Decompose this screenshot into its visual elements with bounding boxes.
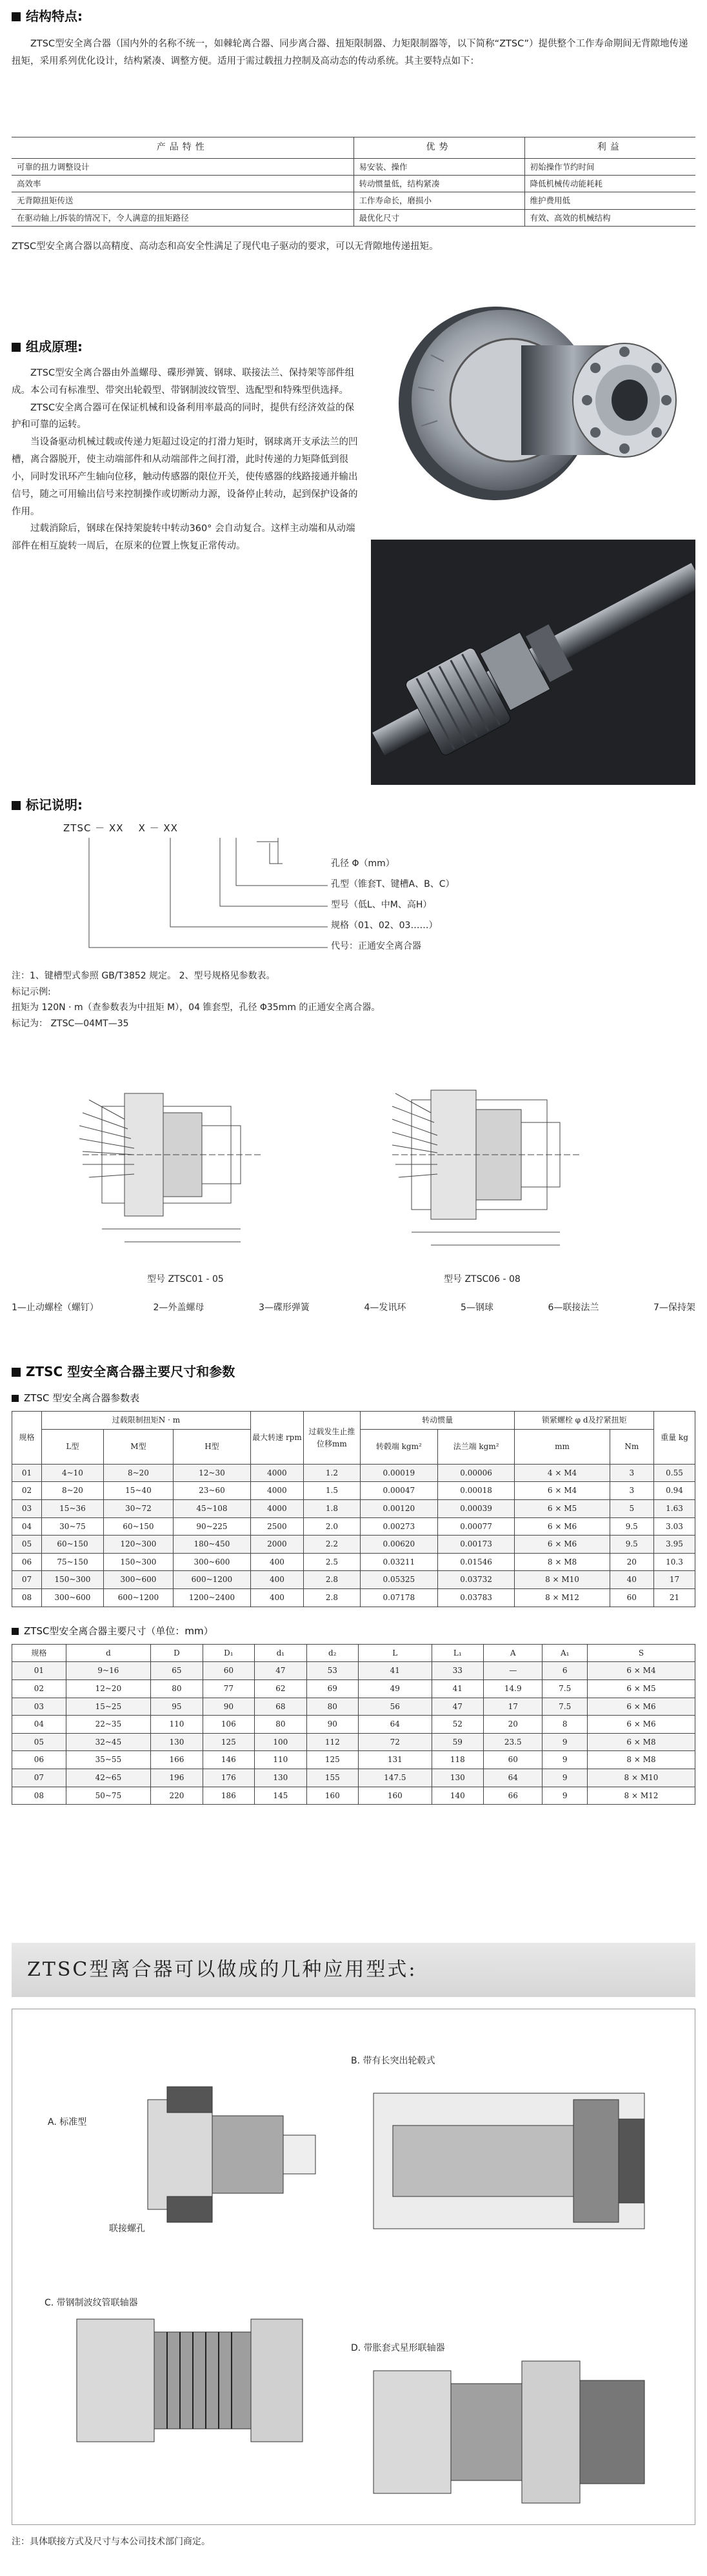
table-cell: 08 (12, 1787, 66, 1805)
table-row (12, 1553, 695, 1571)
legend-item: 3—碟形弹簧 (259, 1303, 310, 1313)
bullet-square-icon (12, 343, 21, 352)
table-cell: 4~10 (42, 1464, 104, 1482)
table-cell: 3 (610, 1464, 653, 1482)
table-cell: 21 (654, 1589, 695, 1607)
table-cell: 300~600 (42, 1589, 104, 1607)
table-cell: 6 × M8 (587, 1733, 695, 1751)
table-cell: 8 × M8 (515, 1553, 610, 1571)
table-cell: 53 (306, 1662, 358, 1680)
table-cell: 65 (151, 1662, 203, 1680)
drawings-block (12, 1074, 695, 1345)
table-cell: 5 (610, 1500, 653, 1518)
table-cell: 47 (432, 1698, 483, 1716)
table-cell: 20 (610, 1553, 653, 1571)
table-cell: 2000 (250, 1536, 303, 1554)
dimensions-table (12, 1644, 695, 1805)
table-cell: 110 (151, 1716, 203, 1734)
table-cell: 8~20 (42, 1482, 104, 1500)
table-row (12, 1517, 695, 1536)
drawing-ztsc06-08 (392, 1090, 579, 1245)
application-c-drawing (77, 2319, 303, 2442)
table-cell: 06 (12, 1553, 42, 1571)
sub-title-dimensions: ZTSC型安全离合器主要尺寸（单位：mm） (12, 1624, 695, 1639)
table-cell: 易安装、操作 (354, 158, 524, 175)
table-cell: 40 (610, 1571, 653, 1589)
table-cell: 68 (255, 1698, 306, 1716)
table-cell: 维护费用低 (524, 192, 695, 209)
table-cell: 186 (203, 1787, 254, 1805)
table-cell: 9 (543, 1787, 587, 1805)
table-cell: 1200~2400 (173, 1589, 250, 1607)
table-cell: 1.5 (303, 1482, 360, 1500)
table-cell: 23.5 (484, 1733, 543, 1751)
application-d-drawing (373, 2361, 644, 2503)
table-cell: — (484, 1662, 543, 1680)
table-cell: 64 (359, 1716, 432, 1734)
section-applications (12, 1943, 695, 2562)
table-cell: 0.00077 (437, 1517, 515, 1536)
table-row (12, 1716, 695, 1734)
table-cell: 6 × M6 (587, 1698, 695, 1716)
table-cell: 10.3 (654, 1553, 695, 1571)
table-cell: 41 (432, 1680, 483, 1698)
table-cell: 0.94 (654, 1482, 695, 1500)
table-cell: 125 (203, 1733, 254, 1751)
table-header: L₁ (432, 1644, 483, 1662)
table-cell: 49 (359, 1680, 432, 1698)
table-cell: 130 (432, 1769, 483, 1787)
table-cell: 12~30 (173, 1464, 250, 1482)
table-cell: 66 (484, 1787, 543, 1805)
table-cell: 400 (250, 1571, 303, 1589)
table-cell: 3.95 (654, 1536, 695, 1554)
section-title-marking: 标记说明: (12, 795, 83, 815)
table-cell: 9 (543, 1769, 587, 1787)
table-row (12, 158, 695, 175)
table-cell: 130 (255, 1769, 306, 1787)
table-cell: 4000 (250, 1482, 303, 1500)
table-cell: 41 (359, 1662, 432, 1680)
table-cell: 8 × M12 (587, 1787, 695, 1805)
table-row (12, 1787, 695, 1805)
table-cell: 1.63 (654, 1500, 695, 1518)
table-cell: 0.07178 (360, 1589, 437, 1607)
table-cell: 0.00019 (360, 1464, 437, 1482)
table-header: A (484, 1644, 543, 1662)
table-cell: 2.0 (303, 1517, 360, 1536)
table-row (12, 176, 695, 192)
table-cell: 1.8 (303, 1500, 360, 1518)
feature-note: ZTSC型安全离合器以高精度、高动态和高安全性满足了现代电子驱动的要求，可以无背隙地传递扭矩。 (12, 241, 439, 252)
table-row (12, 1571, 695, 1589)
principle-paragraph: 过载消除后，钢球在保持架旋转中转动360° 会自动复合。这样主动端和从动端部件在相互旋转一周后，在原来的位置上恢复正常传动。 (12, 523, 355, 552)
table-cell: 52 (432, 1716, 483, 1734)
table-cell: 150~300 (42, 1571, 104, 1589)
clutch-photo-bottom (371, 540, 695, 785)
col-benefit: 利益 (524, 137, 695, 159)
table-cell: 6 × M5 (587, 1680, 695, 1698)
table-cell: 140 (432, 1787, 483, 1805)
table-cell: 降低机械传动能耗耗 (524, 176, 695, 192)
table-cell: 90 (203, 1698, 254, 1716)
table-cell: 60~150 (42, 1536, 104, 1554)
table-cell: 160 (359, 1787, 432, 1805)
table-cell: 131 (359, 1751, 432, 1769)
table-cell: 125 (306, 1751, 358, 1769)
table-cell: 可靠的扭力调整设计 (12, 158, 354, 175)
table-cell: 6 × M6 (515, 1536, 610, 1554)
table-cell: 6 × M6 (587, 1716, 695, 1734)
table-cell: 95 (151, 1698, 203, 1716)
table-cell: 0.03783 (437, 1589, 515, 1607)
table-cell: 146 (203, 1751, 254, 1769)
bullet-square-icon (12, 1628, 19, 1635)
table-cell: 150~300 (103, 1553, 173, 1571)
table-cell: 8 × M10 (587, 1769, 695, 1787)
table-cell: 17 (484, 1698, 543, 1716)
table-cell: 04 (12, 1716, 66, 1734)
table-header: d (66, 1644, 150, 1662)
table-row (12, 1500, 695, 1518)
table-header: A₁ (543, 1644, 587, 1662)
table-cell: 80 (255, 1716, 306, 1734)
table-cell: 23~60 (173, 1482, 250, 1500)
table-cell: 60 (610, 1589, 653, 1607)
table-cell: 05 (12, 1536, 42, 1554)
table-cell: 8~20 (103, 1464, 173, 1482)
table-cell: 8 × M10 (515, 1571, 610, 1589)
table-cell: 56 (359, 1698, 432, 1716)
table-cell: 35~55 (66, 1751, 150, 1769)
table-cell: 155 (306, 1769, 358, 1787)
table-cell: 196 (151, 1769, 203, 1787)
table-cell: 在驱动轴上/拆装的情况下，令人满意的扭矩路径 (12, 209, 354, 226)
table-cell: 60~150 (103, 1517, 173, 1536)
table-cell: 0.03732 (437, 1571, 515, 1589)
table-header: d₁ (255, 1644, 306, 1662)
table-row (12, 1482, 695, 1500)
table-cell: 80 (306, 1698, 358, 1716)
bullet-square-icon (12, 801, 21, 810)
table-cell: 有效、高效的机械结构 (524, 209, 695, 226)
table-cell: 1.2 (303, 1464, 360, 1482)
table-cell: 7.5 (543, 1680, 587, 1698)
table-cell: 45~108 (173, 1500, 250, 1518)
table-row (12, 1536, 695, 1554)
table-cell: 02 (12, 1680, 66, 1698)
applications-note: 注：具体联接方式及尺寸与本公司技术部门商定。 (12, 2537, 210, 2547)
table-cell: 初始操作节约时间 (524, 158, 695, 175)
table-cell: 08 (12, 1589, 42, 1607)
table-cell: 300~600 (173, 1553, 250, 1571)
table-cell: 07 (12, 1769, 66, 1787)
table-cell: 110 (255, 1751, 306, 1769)
section-marking (12, 795, 695, 1066)
drawing-caption-left: 型号 ZTSC01 - 05 (147, 1274, 224, 1284)
section-principle (12, 337, 363, 555)
table-header: D₁ (203, 1644, 254, 1662)
table-row (12, 1680, 695, 1698)
table-row (12, 1662, 695, 1680)
table-cell: 0.55 (654, 1464, 695, 1482)
sub-title-params: ZTSC 型安全离合器参数表 (12, 1391, 695, 1406)
principle-paragraph: ZTSC安全离合器可在保证机械和设备利用率最高的同时，提供有经济效益的保护和可靠的运转。 (12, 402, 355, 431)
table-row (12, 1589, 695, 1607)
table-cell: 9~16 (66, 1662, 150, 1680)
table-cell: 0.00620 (360, 1536, 437, 1554)
bullet-square-icon (12, 1368, 21, 1377)
table-cell: 600~1200 (173, 1571, 250, 1589)
table-cell: 80 (151, 1680, 203, 1698)
table-row (12, 192, 695, 209)
drawing-caption-right: 型号 ZTSC06 - 08 (444, 1274, 521, 1284)
table-cell: 4000 (250, 1500, 303, 1518)
table-cell: 176 (203, 1769, 254, 1787)
table-cell: 8 (543, 1716, 587, 1734)
table-cell: 12~20 (66, 1680, 150, 1698)
table-cell: 2500 (250, 1517, 303, 1536)
table-cell: 400 (250, 1589, 303, 1607)
table-cell: 17 (654, 1571, 695, 1589)
table-cell: 32~45 (66, 1733, 150, 1751)
table-cell: 最优化尺寸 (354, 209, 524, 226)
table-cell: 69 (306, 1680, 358, 1698)
table-cell: 50~75 (66, 1787, 150, 1805)
table-cell: 8 × M12 (515, 1589, 610, 1607)
table-cell: 9 (543, 1733, 587, 1751)
applications-banner: ZTSC型离合器可以做成的几种应用型式: (12, 1943, 695, 1997)
table-cell: 4 × M4 (515, 1464, 610, 1482)
table-cell: 3.03 (654, 1517, 695, 1536)
table-cell: 33 (432, 1662, 483, 1680)
table-cell: 0.00120 (360, 1500, 437, 1518)
table-cell: 2.8 (303, 1571, 360, 1589)
table-cell: 166 (151, 1751, 203, 1769)
table-cell: 0.00047 (360, 1482, 437, 1500)
table-cell: 400 (250, 1553, 303, 1571)
col-advantage: 优势 (354, 137, 524, 159)
table-cell: 6 × M5 (515, 1500, 610, 1518)
table-cell: 145 (255, 1787, 306, 1805)
clutch-photo-top (373, 278, 695, 529)
table-cell: 0.00273 (360, 1517, 437, 1536)
table-cell: 2.8 (303, 1589, 360, 1607)
table-row (12, 209, 695, 226)
table-cell: 3 (610, 1482, 653, 1500)
table-cell: 180~450 (173, 1536, 250, 1554)
table-row (12, 1751, 695, 1769)
section-params (12, 1362, 695, 1805)
table-header: L (359, 1644, 432, 1662)
table-cell: 07 (12, 1571, 42, 1589)
section-title-params: ZTSC 型安全离合器主要尺寸和参数 (12, 1362, 695, 1382)
marking-label-bore: 孔径 Φ（mm） (331, 858, 395, 869)
legend-item: 5—钢球 (461, 1303, 493, 1313)
table-row (12, 1733, 695, 1751)
table-cell: 90 (306, 1716, 358, 1734)
features-table (12, 137, 695, 227)
table-cell: 59 (432, 1733, 483, 1751)
table-cell: 9.5 (610, 1536, 653, 1554)
table-cell: 300~600 (103, 1571, 173, 1589)
params-table: 规格 过载限制扭矩N · m 最大转速 rpm 过载发生止推位移mm 转动惯量 锁紧螺栓 φ d及拧紧扭矩 重量 kg L型 M型 H型 转毂端 kgm² 法兰端 kgm² mm Nm 01 4~10 8~20 12~30 4000 1.2 0.00019 0.00006 4 × M4 3 0.55 02 8~20 15~40 23~60 4000 1.5 0.00047 0.00018 6 × M4 3 0.94 03 15~36 30~72 45~108 4000 1.8 0.00120 0.00039 6 × M5 5 1.63 04 30~75 60~150 90~225 2500 2.0 0.00273 0.00077 6 × M6 9.5 3.03 05 60~150 120~300 180~450 2000 2.2 0.00620 0.00173 6 × M6 9.5 3.95 06 75~150 150~300 300~600 400 2.5 0.03211 0.01546 8 × M8 20 10.3 07 150~300 300~600 600~1200 400 2.8 0.05325 0.03732 8 × M10 40 17 08 300~600 600~1200 1200~2400 400 2.8 0.07178 0.03783 8 × M12 60 21 (12, 1411, 695, 1607)
applications-frame: A. 标准型 联接螺孔 B. 带有长突出轮毂式 C. 带钢制波纹管联轴器 D. 带胀套式星形联轴器 (12, 2009, 695, 2525)
table-cell: 0.03211 (360, 1553, 437, 1571)
table-cell: 120~300 (103, 1536, 173, 1554)
table-cell: 6 (543, 1662, 587, 1680)
principle-paragraph: ZTSC型安全离合器由外盖螺母、碟形弹簧、钢球、联接法兰、保持架等部件组成。本公司有标准型、带突出轮毂型、带钢制波纹管型、选配型和特殊型供选择。 (12, 368, 355, 396)
table-cell: 9 (543, 1751, 587, 1769)
table-cell: 72 (359, 1733, 432, 1751)
principle-paragraph: 当设备驱动机械过载或传递力矩超过设定的打滑力矩时，钢球离开支承法兰的凹槽，离合器脱开，使主动端部件和从动端部件之间打滑，此时传递的力矩降低到很小，同时发讯环产生轴向位移，触动传感器的限位开关，使传感器的线路接通并输出信号，随之可用输出信号来控制操作或切断动力源，设备停止转动，起到保护设备的作用。 (12, 437, 358, 517)
legend-item: 6—联接法兰 (548, 1303, 599, 1313)
col-feature: 产品特性 (12, 137, 354, 159)
table-cell: 90~225 (173, 1517, 250, 1536)
table-cell: 02 (12, 1482, 42, 1500)
table-cell: 15~25 (66, 1698, 150, 1716)
bullet-square-icon (12, 12, 21, 21)
legend-item: 1—止动螺栓（螺钉） (12, 1303, 99, 1313)
section-title-principle: 组成原理: (12, 337, 363, 357)
marking-label-code: 代号：正通安全离合器 (331, 941, 421, 951)
table-header: S (587, 1644, 695, 1662)
marking-leader-lines (63, 834, 334, 982)
table-cell: 60 (484, 1751, 543, 1769)
table-row (12, 1769, 695, 1787)
marking-code: ZTSC － XX X － XX (63, 822, 178, 834)
application-b-drawing (373, 2093, 644, 2229)
marking-notes: 注：1、键槽型式参照 GB/T3852 规定。 2、型号规格见参数表。 标记示例: 扭矩为 120N · m（查参数表为中扭矩 M），04 锥套型，孔径 Φ35mm 的正通安全离合器。 标记为： ZTSC—04MT—35 (12, 971, 381, 1029)
table-cell: 0.00006 (437, 1464, 515, 1482)
table-cell: 8 × M8 (587, 1751, 695, 1769)
marking-label-spec: 规格（01、02、03……） (331, 920, 438, 931)
table-cell: 62 (255, 1680, 306, 1698)
table-cell: 转动惯量低，结构紧凑 (354, 176, 524, 192)
table-cell: 22~35 (66, 1716, 150, 1734)
intro-paragraph: ZTSC型安全离合器（国内外的名称不统一，如棘轮离合器、同步离合器、扭矩限制器、力矩限制器等，以下简称“ZTSC”）提供整个工作寿命期间无背隙地传递扭矩，采用系列优化设计，结构紧凑、调整方便。适用于需过载扭力控制及高动态的传动系统。其主要特点如下： (12, 39, 688, 66)
table-cell: 4000 (250, 1464, 303, 1482)
table-cell: 05 (12, 1733, 66, 1751)
table-cell: 0.00018 (437, 1482, 515, 1500)
table-cell: 04 (12, 1517, 42, 1536)
drawing-ztsc01-05 (79, 1093, 263, 1242)
table-cell: 75~150 (42, 1553, 104, 1571)
table-cell: 6 × M6 (515, 1517, 610, 1536)
table-cell: 01 (12, 1464, 42, 1482)
table-cell: 600~1200 (103, 1589, 173, 1607)
table-cell: 6 × M4 (515, 1482, 610, 1500)
table-cell: 14.9 (484, 1680, 543, 1698)
table-cell: 147.5 (359, 1769, 432, 1787)
table-header: d₂ (306, 1644, 358, 1662)
table-cell: 工作寿命长，磨损小 (354, 192, 524, 209)
table-header: D (151, 1644, 203, 1662)
table-cell: 100 (255, 1733, 306, 1751)
table-cell: 高效率 (12, 176, 354, 192)
table-cell: 9.5 (610, 1517, 653, 1536)
section-structure (12, 6, 695, 70)
table-cell: 118 (432, 1751, 483, 1769)
table-cell: 7.5 (543, 1698, 587, 1716)
table-cell: 30~72 (103, 1500, 173, 1518)
legend-item: 4—发讯环 (364, 1303, 406, 1313)
table-row (12, 1698, 695, 1716)
table-cell: 112 (306, 1733, 358, 1751)
table-cell: 30~75 (42, 1517, 104, 1536)
table-cell: 2.5 (303, 1553, 360, 1571)
section-title-structure: 结构特点: (12, 6, 695, 26)
marking-label-model: 型号（低L、中M、高H） (331, 900, 432, 910)
bullet-square-icon (12, 1395, 19, 1402)
table-cell: 60 (203, 1662, 254, 1680)
table-cell: 20 (484, 1716, 543, 1734)
table-cell: 160 (306, 1787, 358, 1805)
table-cell: 0.05325 (360, 1571, 437, 1589)
legend-item: 7—保持架 (653, 1303, 695, 1313)
legend-item: 2—外盖螺母 (153, 1303, 204, 1313)
table-cell: 42~65 (66, 1769, 150, 1787)
table-cell: 2.2 (303, 1536, 360, 1554)
application-a-drawing (148, 2087, 315, 2222)
table-header: 规格 (12, 1644, 66, 1662)
table-cell: 106 (203, 1716, 254, 1734)
table-cell: 77 (203, 1680, 254, 1698)
table-cell: 47 (255, 1662, 306, 1680)
table-cell: 6 × M4 (587, 1662, 695, 1680)
table-cell: 64 (484, 1769, 543, 1787)
table-cell: 15~36 (42, 1500, 104, 1518)
table-cell: 220 (151, 1787, 203, 1805)
table-cell: 130 (151, 1733, 203, 1751)
table-row (12, 1464, 695, 1482)
table-cell: 无背隙扭矩传送 (12, 192, 354, 209)
table-cell: 01 (12, 1662, 66, 1680)
table-cell: 0.00173 (437, 1536, 515, 1554)
table-cell: 06 (12, 1751, 66, 1769)
table-cell: 0.00039 (437, 1500, 515, 1518)
features-table-wrap (12, 137, 695, 256)
table-cell: 03 (12, 1500, 42, 1518)
parts-legend (12, 1301, 695, 1315)
table-cell: 15~40 (103, 1482, 173, 1500)
table-cell: 0.01546 (437, 1553, 515, 1571)
table-cell: 03 (12, 1698, 66, 1716)
marking-label-bore-type: 孔型（锥套T、键槽A、B、C） (331, 879, 455, 889)
